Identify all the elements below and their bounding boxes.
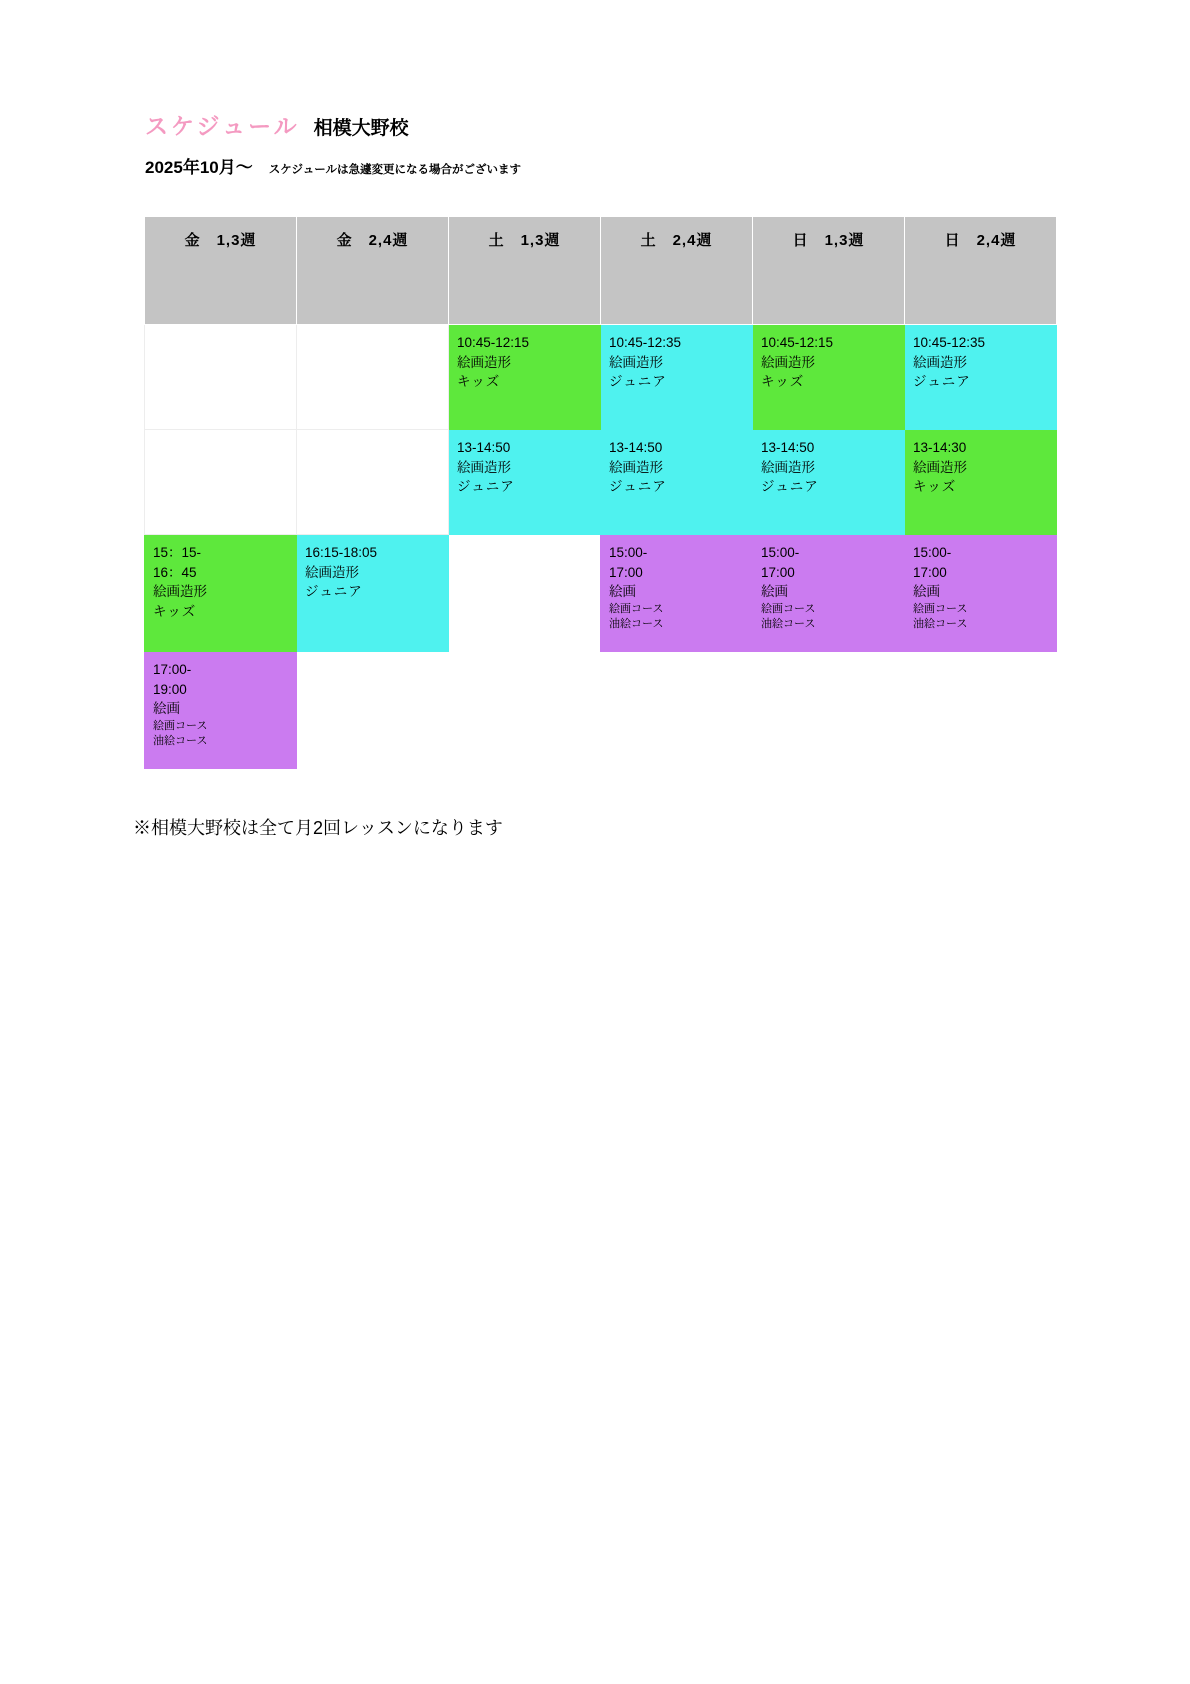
class-subject: 絵画造形 [761, 354, 815, 370]
class-level: キッズ [913, 479, 957, 495]
class-level: キッズ [153, 603, 197, 619]
class-level: ジュニア [913, 374, 971, 390]
page-title-main: スケジュール [145, 113, 300, 139]
class-time-end: 16：45 [153, 564, 197, 580]
table-row [145, 325, 1057, 430]
effective-date: 2025年10月〜 [145, 158, 253, 177]
column-header-sun-13: 日 1,3週 [753, 217, 905, 325]
footnote: ※相模大野校は全て月2回レッスンになります [133, 818, 503, 838]
class-time: 15：15- [153, 545, 202, 560]
class-time-end: 19:00 [153, 681, 187, 697]
class-level: ジュニア [609, 479, 667, 495]
empty-cell [601, 652, 753, 769]
table-row [145, 535, 1057, 652]
class-time: 15:00- [913, 545, 952, 560]
class-time: 13-14:50 [457, 440, 511, 455]
class-subject: 絵画造形 [153, 584, 207, 600]
class-cell[interactable] [601, 325, 753, 430]
empty-cell [297, 325, 449, 430]
schedule-table [144, 216, 1057, 769]
class-cell[interactable] [449, 430, 601, 535]
table-header-row [145, 217, 1057, 325]
class-cell[interactable] [753, 325, 905, 430]
class-time: 10:45-12:15 [457, 335, 530, 350]
column-header-sat-24: 土 2,4週 [601, 217, 753, 325]
class-subject: 絵画造形 [609, 354, 663, 370]
class-cell[interactable] [753, 535, 905, 652]
class-subject: 絵画 [609, 584, 636, 600]
empty-cell [449, 535, 601, 652]
class-subject: 絵画造形 [761, 459, 815, 475]
column-header-fri-13: 金 1,3週 [145, 217, 297, 325]
class-subject: 絵画 [913, 584, 940, 600]
change-notice: スケジュールは急遽変更になる場合がございます [268, 164, 522, 176]
column-header-sat-13: 土 1,3週 [449, 217, 601, 325]
class-time: 13-14:30 [913, 440, 967, 455]
table-row [145, 430, 1057, 535]
empty-cell [753, 652, 905, 769]
column-header-sun-24: 日 2,4週 [905, 217, 1057, 325]
class-subject: 絵画 [153, 701, 180, 717]
class-course-1: 絵画コース [913, 602, 968, 615]
class-level: ジュニア [761, 479, 819, 495]
table-row [145, 652, 1057, 769]
class-time: 15:00- [609, 545, 648, 560]
class-time: 16:15-18:05 [305, 545, 378, 560]
class-level: ジュニア [457, 479, 515, 495]
class-cell[interactable] [905, 325, 1057, 430]
class-course-1: 絵画コース [609, 602, 664, 615]
class-level: キッズ [761, 374, 805, 390]
class-time: 15:00- [761, 545, 800, 560]
class-subject: 絵画造形 [913, 459, 967, 475]
class-subject: 絵画造形 [457, 459, 511, 475]
class-subject: 絵画造形 [609, 459, 663, 475]
empty-cell [145, 325, 297, 430]
class-subject: 絵画造形 [305, 564, 359, 580]
effective-date-row [145, 153, 521, 178]
column-header-fri-24: 金 2,4週 [297, 217, 449, 325]
class-cell[interactable] [601, 430, 753, 535]
empty-cell [297, 430, 449, 535]
class-time: 13-14:50 [761, 440, 815, 455]
class-time: 10:45-12:15 [761, 335, 834, 350]
class-time: 13-14:50 [609, 440, 663, 455]
class-level: キッズ [457, 374, 501, 390]
empty-cell [449, 652, 601, 769]
class-time: 10:45-12:35 [609, 335, 682, 350]
class-course-2: 油絵コース [761, 617, 816, 630]
class-course-1: 絵画コース [153, 719, 208, 732]
page-title [145, 108, 409, 141]
class-cell[interactable] [905, 535, 1057, 652]
class-course-2: 油絵コース [913, 617, 968, 630]
class-subject: 絵画 [761, 584, 788, 600]
class-time: 17:00- [153, 662, 192, 677]
class-cell[interactable] [145, 535, 297, 652]
class-time-end: 17:00 [913, 564, 947, 580]
class-course-2: 油絵コース [609, 617, 664, 630]
page-title-school: 相模大野校 [313, 118, 409, 139]
class-time-end: 17:00 [761, 564, 795, 580]
class-cell[interactable] [145, 652, 297, 769]
empty-cell [905, 652, 1057, 769]
class-cell[interactable] [449, 325, 601, 430]
class-subject: 絵画造形 [913, 354, 967, 370]
class-time-end: 17:00 [609, 564, 643, 580]
class-course-2: 油絵コース [153, 734, 208, 747]
class-level: ジュニア [305, 584, 363, 600]
class-level: ジュニア [609, 374, 667, 390]
class-cell[interactable] [297, 535, 449, 652]
class-time: 10:45-12:35 [913, 335, 986, 350]
class-cell[interactable] [905, 430, 1057, 535]
empty-cell [145, 430, 297, 535]
empty-cell [297, 652, 449, 769]
class-course-1: 絵画コース [761, 602, 816, 615]
class-subject: 絵画造形 [457, 354, 511, 370]
class-cell[interactable] [753, 430, 905, 535]
class-cell[interactable] [601, 535, 753, 652]
